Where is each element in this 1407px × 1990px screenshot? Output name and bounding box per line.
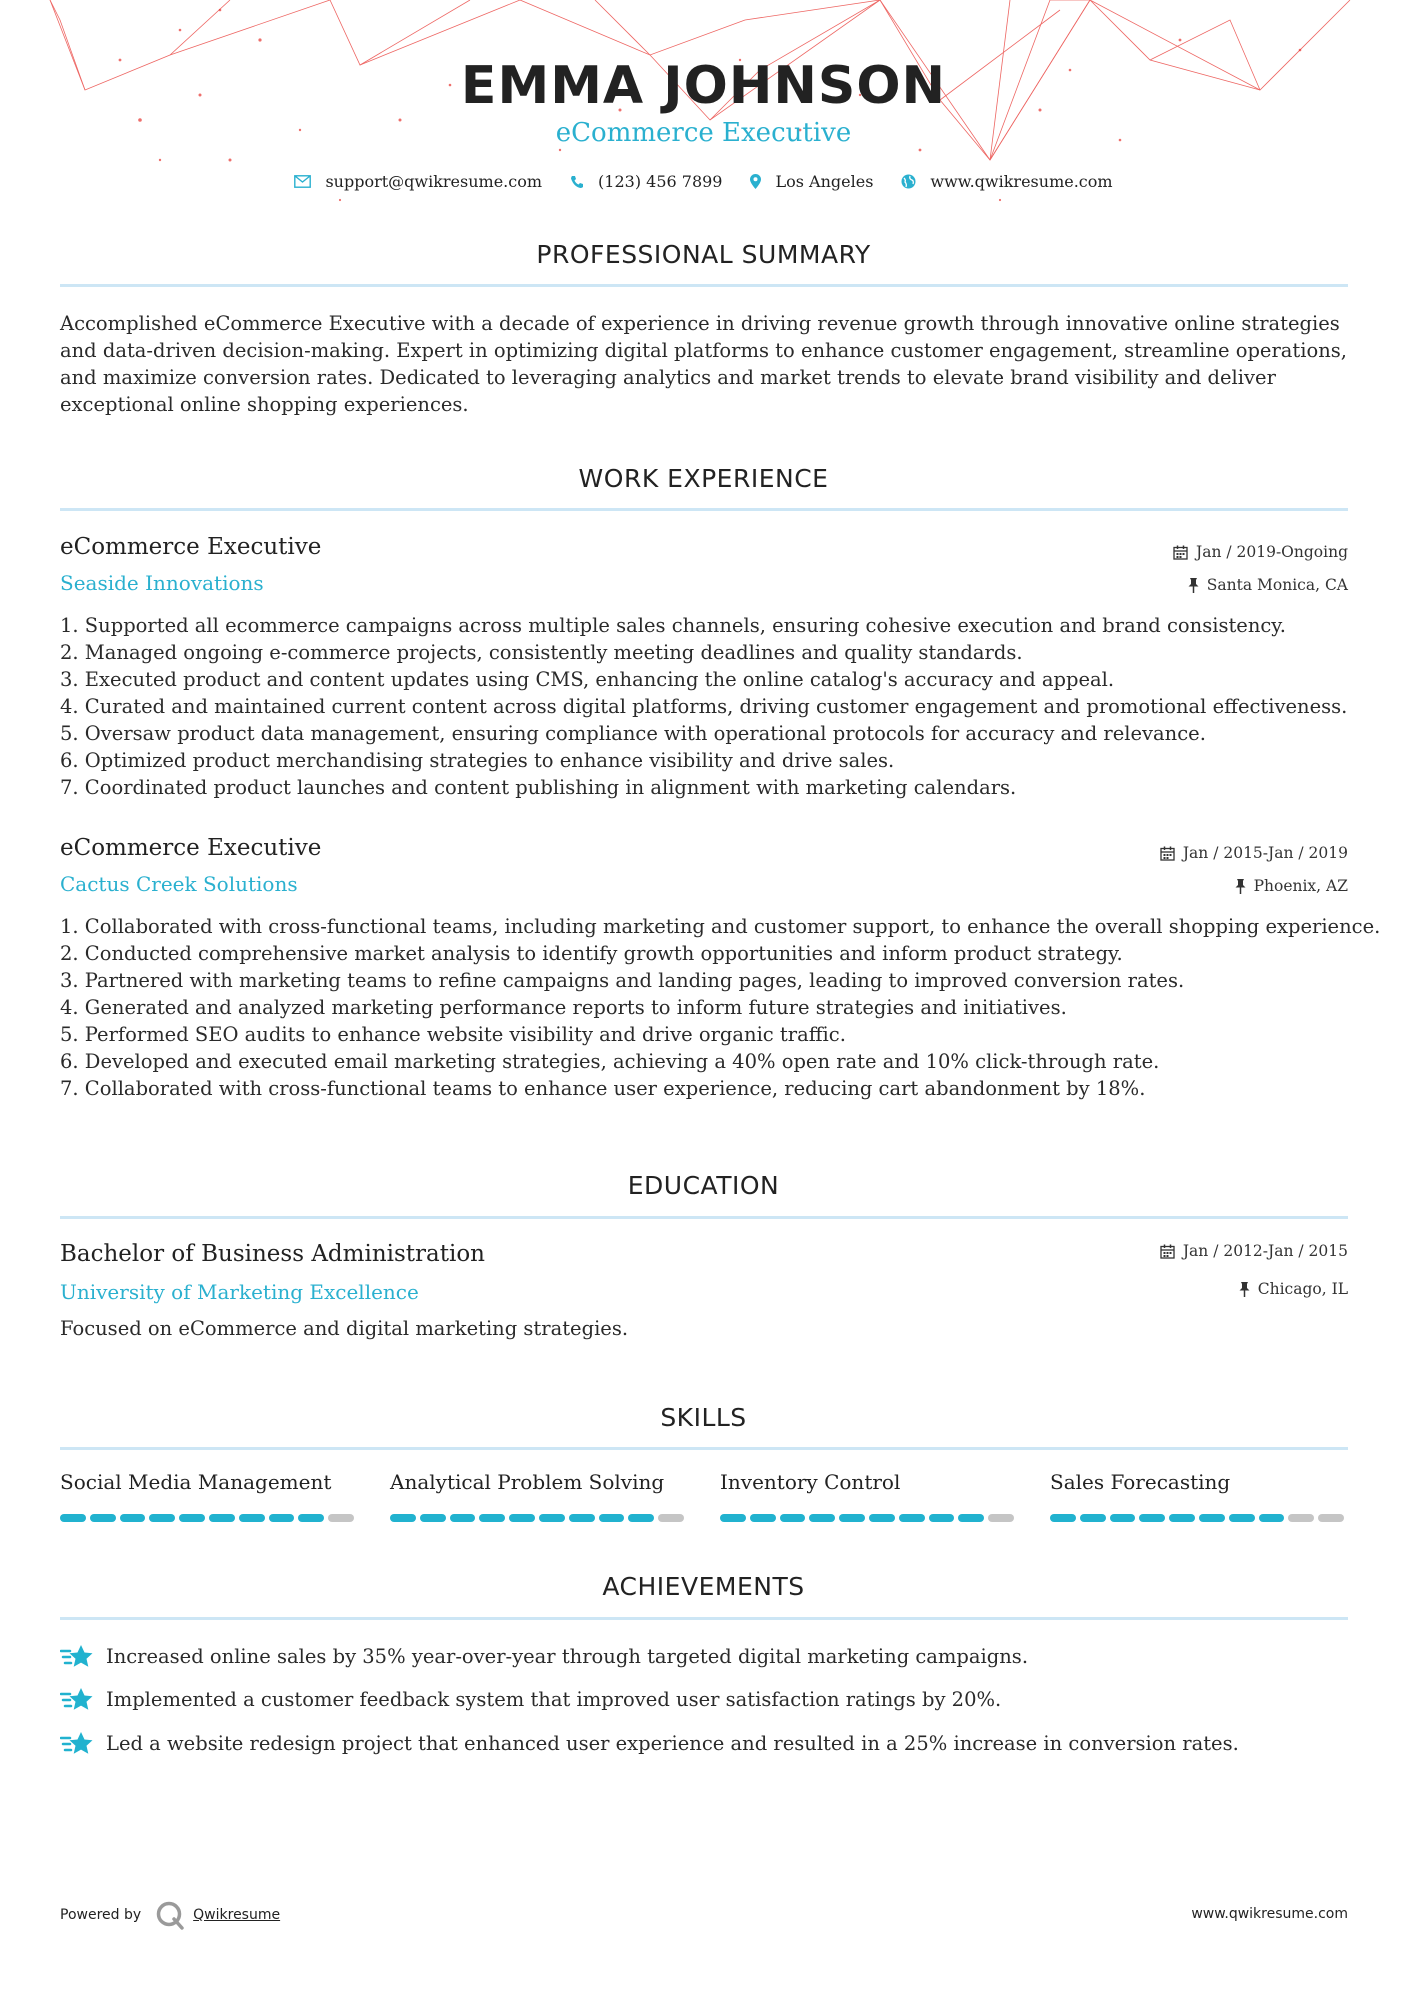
shooting-star-icon	[60, 1643, 94, 1669]
qwikresume-link[interactable]: Qwikresume	[193, 1907, 281, 1923]
experience-heading: WORK EXPERIENCE	[578, 464, 829, 493]
skill-segment-filled	[1110, 1514, 1136, 1522]
skill-segment-filled	[239, 1514, 265, 1522]
summary-heading: PROFESSIONAL SUMMARY	[536, 240, 871, 269]
job-1-dates-text: Jan / 2019-Ongoing	[1195, 543, 1348, 561]
skill-segment-filled	[479, 1514, 505, 1522]
achievement-item	[60, 1643, 1028, 1669]
job-1-dates	[1173, 543, 1348, 561]
skill-label: Analytical Problem Solving	[390, 1470, 665, 1494]
skill-segment-filled	[780, 1514, 806, 1522]
job-2-bullet: 6. Developed and executed email marketing strategies, achieving a 40% open rate and 10% click-through rate.	[60, 1050, 1160, 1073]
skill-segment-filled	[1080, 1514, 1106, 1522]
globe-icon	[901, 174, 916, 189]
job-2-bullet: 5. Performed SEO audits to enhance website visibility and drive organic traffic.	[60, 1023, 846, 1046]
achievement-text: Led a website redesign project that enhanced user experience and resulted in a 25% increase in conversion rates.	[106, 1731, 1239, 1755]
achievement-text: Increased online sales by 35% year-over-year through targeted digital marketing campaigns.	[106, 1644, 1029, 1668]
skill-segment-filled	[1050, 1514, 1076, 1522]
shooting-star-icon	[60, 1686, 94, 1712]
envelope-icon	[294, 175, 311, 188]
job-1-title: eCommerce Executive	[60, 534, 322, 560]
skill-label: Social Media Management	[60, 1470, 332, 1494]
job-2-location	[1235, 877, 1348, 895]
job-2-bullet: 7. Collaborated with cross-functional teams to enhance user experience, reducing cart abandonment by 18%.	[60, 1077, 1146, 1100]
skill-segment-filled	[269, 1514, 295, 1522]
job-2-bullet: 3. Partnered with marketing teams to refine campaigns and landing pages, leading to improved conversion rates.	[60, 969, 1185, 992]
job-2-bullet: 4. Generated and analyzed marketing performance reports to inform future strategies and initiatives.	[60, 996, 1067, 1019]
shooting-star-icon	[60, 1730, 94, 1756]
education-divider	[60, 1216, 1348, 1219]
skill-segment-filled	[90, 1514, 116, 1522]
achievements-heading: ACHIEVEMENTS	[602, 1572, 805, 1601]
summary-text: Accomplished eCommerce Executive with a decade of experience in driving revenue growth through innovative online strategies and data-driven decision-making. Expert in optimizing digital platforms to enhance customer engagement, streamline operations, and maximize conversion rates. Dedicated to leveraging analytics and market trends to elevate brand visibility and deliver exceptional online shopping experiences.	[60, 312, 1347, 416]
job-2-title: eCommerce Executive	[60, 835, 322, 861]
skill-segment-empty	[1318, 1514, 1344, 1522]
skill-segment-empty	[328, 1514, 354, 1522]
qwikresume-logo-icon	[155, 1900, 185, 1930]
skill-level-bar	[1050, 1514, 1348, 1522]
skills-heading: SKILLS	[660, 1403, 747, 1432]
job-2-bullets	[60, 913, 1381, 1102]
map-pin-icon	[750, 174, 761, 189]
education-description: Focused on eCommerce and digital marketing strategies.	[60, 1317, 629, 1340]
skill-segment-filled	[809, 1514, 835, 1522]
skill-segment-filled	[1259, 1514, 1285, 1522]
skill-segment-filled	[509, 1514, 535, 1522]
skill-segment-filled	[450, 1514, 476, 1522]
education-dates-text: Jan / 2012-Jan / 2015	[1182, 1242, 1348, 1260]
skill-segment-filled	[298, 1514, 324, 1522]
skill-segment-empty	[658, 1514, 684, 1522]
skill-label: Sales Forecasting	[1050, 1470, 1231, 1494]
job-2-dates-text: Jan / 2015-Jan / 2019	[1182, 844, 1348, 862]
achievement-item	[60, 1730, 1239, 1756]
skill-social-media-management	[60, 1470, 358, 1522]
job-1-bullet: 5. Oversaw product data management, ensuring compliance with operational protocols for accuracy and relevance.	[60, 722, 1206, 745]
job-2-dates	[1160, 844, 1348, 862]
contact-email[interactable]	[294, 172, 542, 191]
skill-segment-filled	[720, 1514, 746, 1522]
skills-divider	[60, 1447, 1348, 1450]
job-1-bullet: 6. Optimized product merchandising strategies to enhance visibility and drive sales.	[60, 749, 895, 772]
job-2-bullet: 2. Conducted comprehensive market analysis to identify growth opportunities and inform product strategy.	[60, 942, 1123, 965]
contact-phone-text: (123) 456 7899	[598, 172, 723, 191]
job-1-bullet: 4. Curated and maintained current content across digital platforms, driving customer engagement and promotional effectiveness.	[60, 695, 1348, 718]
skill-segment-filled	[390, 1514, 416, 1522]
job-1-bullet: 1. Supported all ecommerce campaigns across multiple sales channels, ensuring cohesive execution and brand consistency.	[60, 614, 1286, 637]
skill-segment-filled	[899, 1514, 925, 1522]
skill-segment-filled	[569, 1514, 595, 1522]
education-degree: Bachelor of Business Administration	[60, 1241, 485, 1267]
footer-website[interactable]: www.qwikresume.com	[1191, 1906, 1348, 1922]
skill-segment-empty	[988, 1514, 1014, 1522]
pushpin-icon	[1188, 578, 1199, 593]
contact-bar	[0, 172, 1407, 191]
skill-segment-filled	[1229, 1514, 1255, 1522]
job-1-bullets	[60, 612, 1360, 801]
achievements-divider	[60, 1617, 1348, 1620]
education-location-text: Chicago, IL	[1257, 1280, 1348, 1298]
job-1-company: Seaside Innovations	[60, 571, 264, 595]
skill-segment-empty	[1288, 1514, 1314, 1522]
achievement-text: Implemented a customer feedback system that improved user satisfaction ratings by 20%.	[106, 1687, 1002, 1711]
calendar-icon	[1160, 846, 1175, 861]
pushpin-icon	[1235, 879, 1246, 894]
skill-level-bar	[720, 1514, 1018, 1522]
skill-segment-filled	[420, 1514, 446, 1522]
skill-segment-filled	[599, 1514, 625, 1522]
phone-icon	[570, 175, 584, 189]
skill-segment-filled	[149, 1514, 175, 1522]
skill-level-bar	[390, 1514, 688, 1522]
skill-segment-filled	[628, 1514, 654, 1522]
education-school: University of Marketing Excellence	[60, 1280, 419, 1304]
education-location	[1239, 1280, 1348, 1298]
job-1-bullet: 2. Managed ongoing e-commerce projects, consistently meeting deadlines and quality standards.	[60, 641, 1023, 664]
skill-sales-forecasting	[1050, 1470, 1348, 1522]
job-2-location-text: Phoenix, AZ	[1253, 877, 1348, 895]
contact-website-text: www.qwikresume.com	[930, 172, 1113, 191]
job-2-bullet: 1. Collaborated with cross-functional teams, including marketing and customer support, to enhance the overall shopping experience.	[60, 915, 1381, 938]
job-1-bullet: 7. Coordinated product launches and content publishing in alignment with marketing calendars.	[60, 776, 1017, 799]
calendar-icon	[1173, 545, 1188, 560]
pushpin-icon	[1239, 1282, 1250, 1297]
skill-segment-filled	[179, 1514, 205, 1522]
skill-segment-filled	[120, 1514, 146, 1522]
skill-segment-filled	[539, 1514, 565, 1522]
summary-divider	[60, 284, 1348, 287]
skill-level-bar	[60, 1514, 358, 1522]
skill-inventory-control	[720, 1470, 1018, 1522]
candidate-name: EMMA JOHNSON	[460, 56, 947, 116]
skill-segment-filled	[60, 1514, 86, 1522]
footer-powered-by	[60, 1900, 280, 1930]
skill-analytical-problem-solving	[390, 1470, 688, 1522]
skill-segment-filled	[1199, 1514, 1225, 1522]
skill-segment-filled	[958, 1514, 984, 1522]
job-1-location	[1188, 576, 1348, 594]
skill-segment-filled	[1139, 1514, 1165, 1522]
skill-segment-filled	[869, 1514, 895, 1522]
contact-email-text: support@qwikresume.com	[325, 172, 543, 191]
achievement-item	[60, 1686, 1001, 1712]
job-2-company: Cactus Creek Solutions	[60, 872, 298, 896]
skill-segment-filled	[929, 1514, 955, 1522]
skill-segment-filled	[209, 1514, 235, 1522]
contact-phone[interactable]	[570, 172, 722, 191]
contact-website[interactable]	[901, 172, 1112, 191]
education-heading: EDUCATION	[627, 1171, 780, 1200]
experience-divider	[60, 508, 1348, 511]
contact-location	[750, 172, 873, 191]
skill-segment-filled	[839, 1514, 865, 1522]
calendar-icon	[1160, 1244, 1175, 1259]
skill-segment-filled	[1169, 1514, 1195, 1522]
candidate-role: eCommerce Executive	[555, 118, 852, 148]
skill-label: Inventory Control	[720, 1470, 901, 1494]
powered-by-label: Powered by	[60, 1907, 142, 1923]
education-dates	[1160, 1242, 1348, 1260]
job-1-bullet: 3. Executed product and content updates using CMS, enhancing the online catalog's accuracy and appeal.	[60, 668, 1115, 691]
contact-location-text: Los Angeles	[775, 172, 874, 191]
job-1-location-text: Santa Monica, CA	[1206, 576, 1348, 594]
skill-segment-filled	[750, 1514, 776, 1522]
